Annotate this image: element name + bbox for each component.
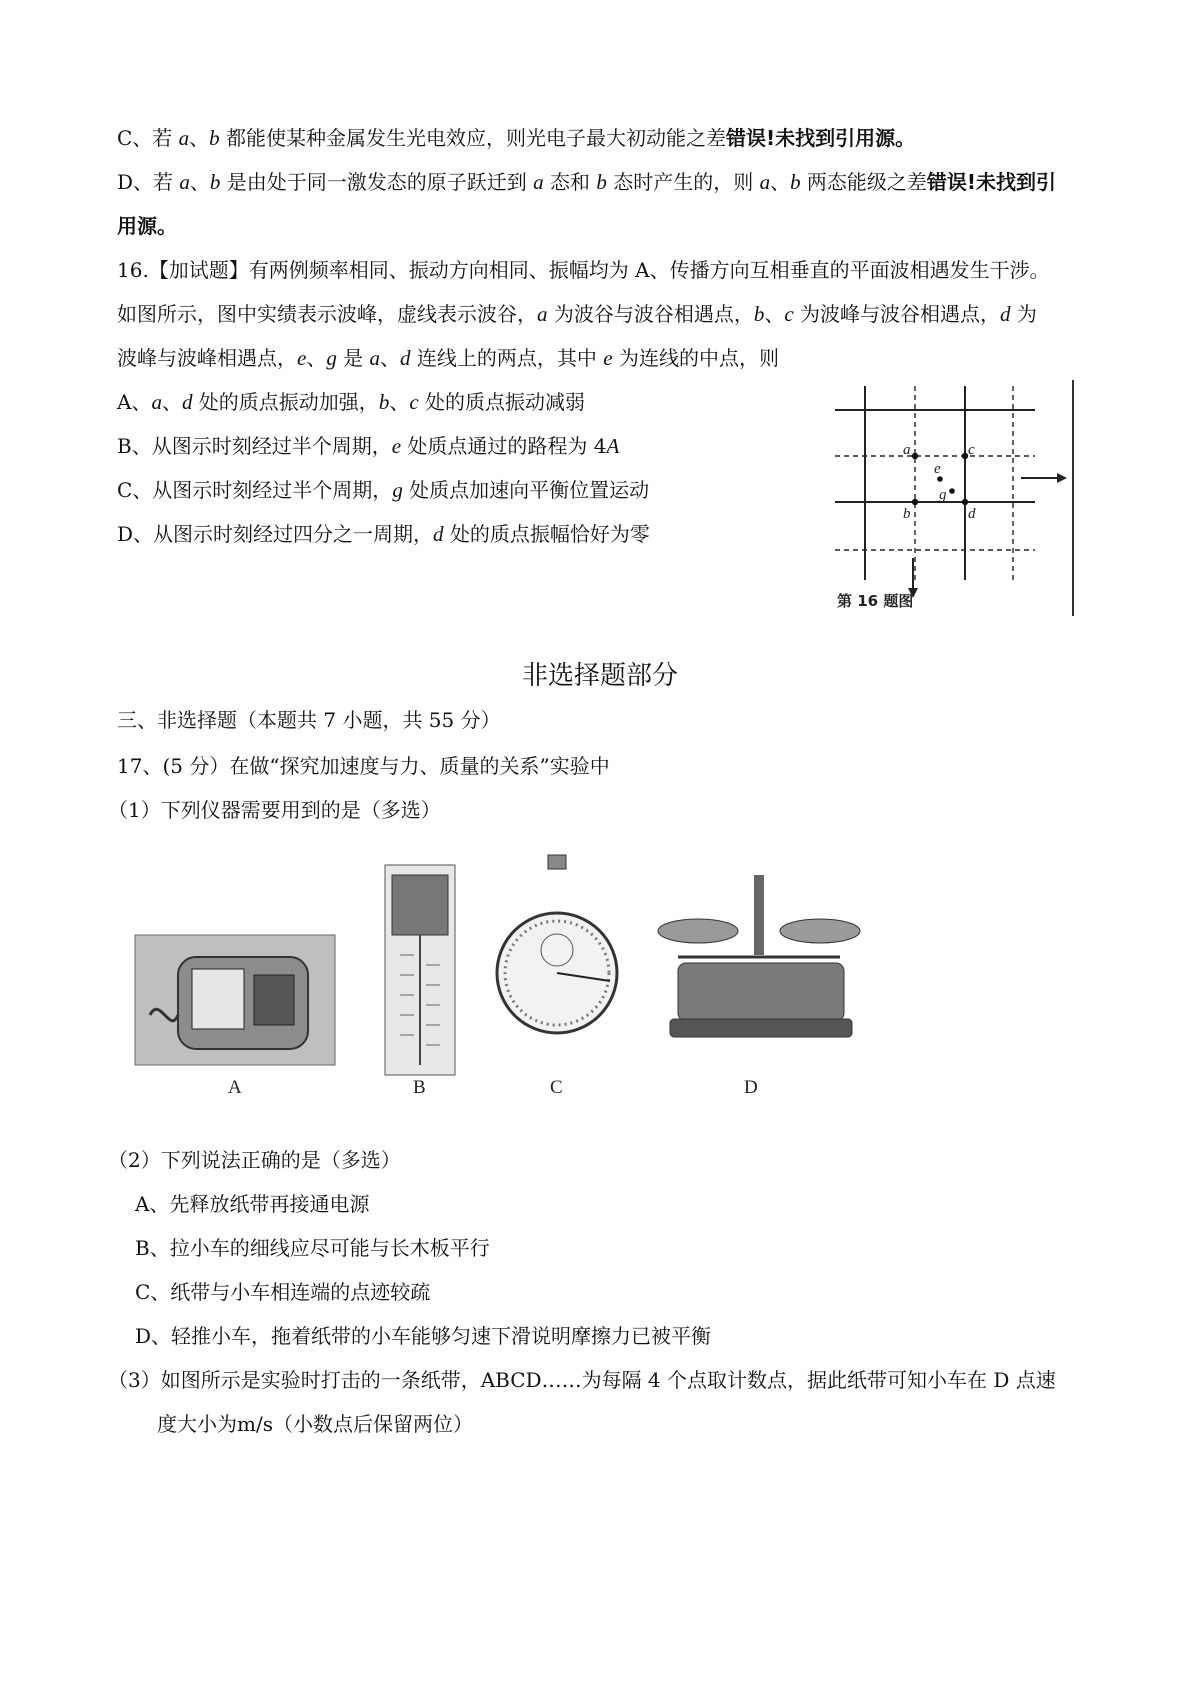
crest-lines [835, 386, 1035, 580]
q16-interference-figure [825, 380, 1095, 620]
q16-option-d: D、从图示时刻经过四分之一周期，d 处的质点振幅恰好为零 [117, 522, 650, 546]
label-a: a [903, 442, 911, 458]
q16-stem-line2: 如图所示，图中实绩表示波峰，虚线表示波谷，a 为波谷与波谷相遇点，b、c 为波峰与波谷相遇点，d 为 [117, 302, 1037, 326]
instrument-b-spring-scale [385, 865, 455, 1075]
q16-stem-line3: 波峰与波峰相遇点，e、g 是 a、d 连线上的两点，其中 e 为连线的中点，则 [117, 346, 779, 370]
q17-option-b: B、拉小车的细线应尽可能与长木板平行 [135, 1236, 490, 1260]
q15-option-d-cont: 用源。 [117, 214, 177, 238]
q15-option-c: C、若 a、b 都能使某种金属发生光电效应，则光电子最大初动能之差错误!未找到引用源。 [117, 126, 916, 150]
point-a [912, 453, 918, 459]
q17-sub3-line1: （3）如图所示是实验时打击的一条纸带，ABCD……为每隔 4 个点取计数点，据此纸带可知小车在 D 点速 [108, 1368, 1056, 1392]
point-g [949, 488, 955, 494]
label-e: e [934, 461, 941, 477]
point-d [962, 499, 968, 505]
point-e [937, 476, 943, 482]
q17-option-a: A、先释放纸带再接通电源 [135, 1192, 370, 1216]
q17-option-d: D、轻推小车，拖着纸带的小车能够匀速下滑说明摩擦力已被平衡 [135, 1324, 712, 1348]
label-g: g [939, 487, 947, 503]
q17-sub2: （2）下列说法正确的是（多选） [108, 1148, 401, 1172]
label-d: d [968, 506, 976, 522]
q16-option-c: C、从图示时刻经过半个周期，g 处质点加速向平衡位置运动 [117, 478, 650, 502]
q17-sub3-line2: 度大小为m/s（小数点后保留两位） [157, 1412, 473, 1436]
label-b: b [903, 506, 911, 522]
point-b [912, 499, 918, 505]
q17-option-c: C、纸带与小车相连端的点迹较疏 [135, 1280, 431, 1304]
label-a: A [228, 1077, 242, 1098]
instrument-d-balance [658, 875, 860, 1037]
propagation-arrow-right [1021, 473, 1067, 483]
figure-caption: 第 16 题图 [837, 592, 914, 610]
instrument-c-stopwatch [497, 855, 617, 1033]
section-heading: 非选择题部分 [521, 661, 678, 691]
part3-title: 三、非选择题（本题共 7 小题，共 55 分） [117, 708, 501, 732]
q16-option-a: A、a、d 处的质点振动加强，b、c 处的质点振动减弱 [117, 390, 585, 414]
q16-stem-line1: 16.【加试题】有两例频率相同、振动方向相同、振幅均为 A、传播方向互相垂直的平面波相遇发生干涉。 [117, 258, 1050, 282]
instrument-a-power-supply [135, 935, 335, 1065]
q17-sub1: （1）下列仪器需要用到的是（多选） [108, 798, 441, 822]
label-c: c [968, 442, 975, 458]
q17-apparatus-figure [130, 845, 950, 1105]
q17-stem: 17、(5 分）在做“探究加速度与力、质量的关系”实验中 [117, 754, 610, 778]
label-b: B [413, 1077, 426, 1098]
label-c: C [550, 1077, 563, 1098]
q16-option-b: B、从图示时刻经过半个周期，e 处质点通过的路程为 4A [117, 434, 620, 458]
label-d: D [744, 1077, 758, 1098]
q15-option-d: D、若 a、b 是由处于同一激发态的原子跃迁到 a 态和 b 态时产生的，则 a、b 两态能级之差错误!未找到引 [117, 170, 1057, 194]
